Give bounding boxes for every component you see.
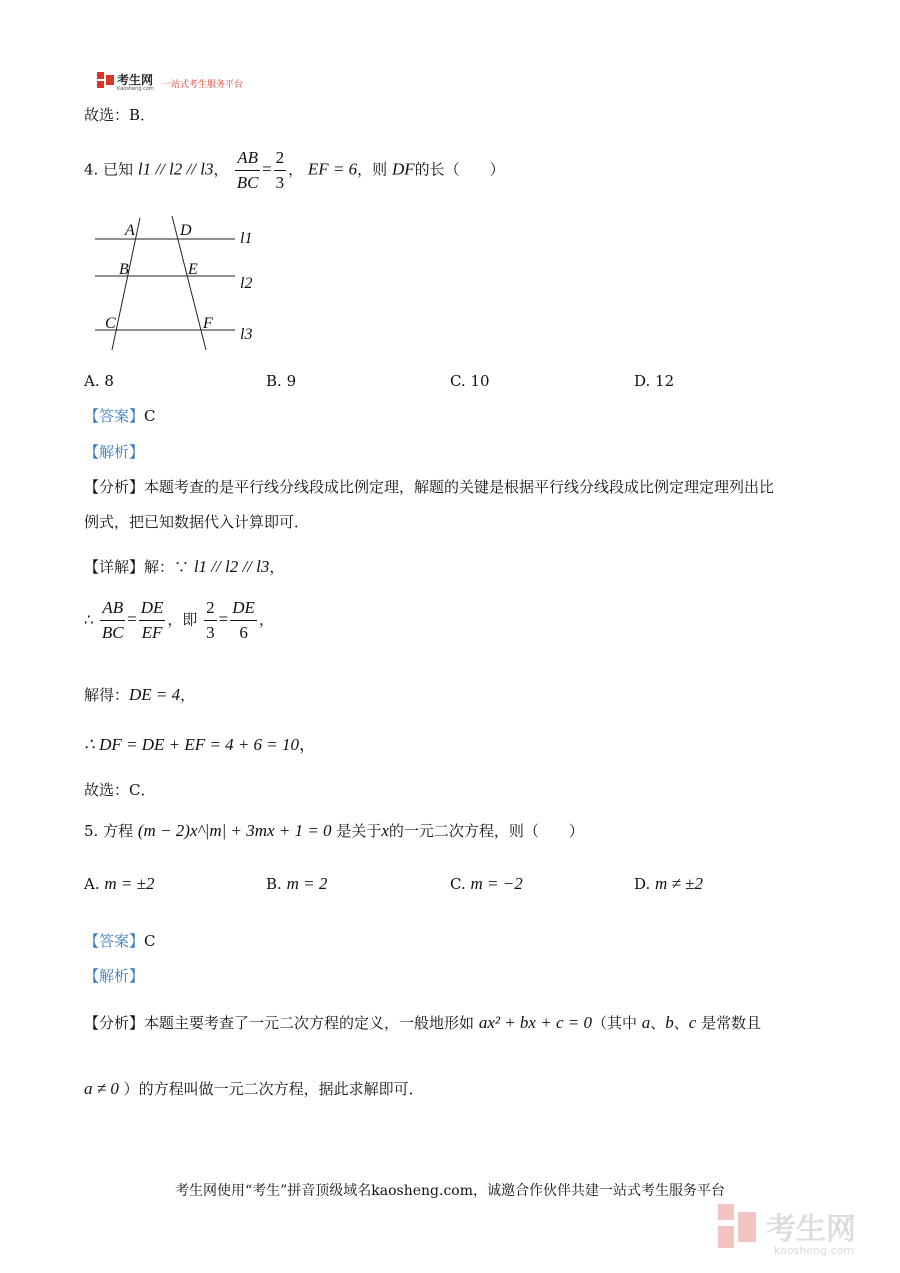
q4-option-a: A. 8 [84, 372, 114, 390]
line-l3-label: l3 [240, 326, 253, 343]
point-c-label: C [105, 315, 116, 332]
q5-equation: (m − 2)x^|m| + 3mx + 1 = 0 [137, 821, 332, 840]
point-b-label: B [119, 261, 129, 278]
q5-option-c: C. m = −2 [450, 874, 523, 893]
q5-fenxi-line2: a ≠ 0 ）的方程叫做一元二次方程，据此求解即可． [84, 1079, 424, 1098]
point-d-label: D [180, 222, 192, 239]
watermark-text: 考生网 [766, 1212, 856, 1247]
line-l2-label: l2 [240, 275, 253, 292]
q4-conclusion: 故选：C． [84, 781, 156, 799]
q4-option-d: D. 12 [634, 372, 675, 390]
q4-stem: 4. 已知 l1 // l2 // l3， $\frac{AB}{BC}$ = $\frac{2}{3}$ ， EF = 6，则 DF的长（ ） [84, 148, 505, 192]
q5-option-a: A. m = ±2 [84, 874, 155, 893]
q4-option-c: C. 10 [450, 372, 490, 390]
point-e-label: E [188, 261, 198, 278]
point-f-label: F [203, 315, 213, 332]
q4-analysis-heading: 【解析】 [84, 443, 145, 461]
q5-stem: 5. 方程 (m − 2)x^|m| + 3mx + 1 = 0 是关于x的一元二次方程，则（ ） [84, 821, 584, 840]
kaosheng-logo-icon [97, 72, 115, 88]
watermark-logo-icon [718, 1204, 760, 1252]
q4-solve-line: 解得：DE = 4， [84, 685, 196, 704]
q4-parallel-condition: l1 // l2 // l3 [137, 159, 214, 179]
q4-parallel-lines-figure [90, 212, 260, 354]
logo-name: 考生网 [117, 73, 154, 87]
q4-final-calc: ∴ DF = DE + EF = 4 + 6 = 10， [84, 735, 317, 754]
q5-general-form: ax² + bx + c = 0 [478, 1013, 592, 1032]
q4-option-b: B. 9 [266, 372, 297, 390]
q4-ratio-left: $\frac{AB}{BC}$ [236, 148, 259, 192]
q5-answer: 【答案】C [84, 932, 156, 950]
q4-fenxi-line1: 【分析】本题考查的是平行线分线段成比例定理，解题的关键是根据平行线分线段成比例定理定理列出比 [84, 478, 775, 496]
q5-a-nonzero: a ≠ 0 [84, 1079, 119, 1098]
q4-proportion-step: ∴ $\frac{AB}{BC}$ = $\frac{DE}{EF}$ ，即 $\frac{2}{3}$ = $\frac{DE}{6}$ ， [84, 598, 274, 642]
q4-answer: 【答案】C [84, 407, 156, 425]
line-l1-label: l1 [240, 230, 253, 247]
q5-option-b: B. m = 2 [266, 874, 328, 893]
q5-fenxi-line1: 【分析】本题主要考查了一元二次方程的定义，一般地形如 ax² + bx + c = 0（其中 a、b、c 是常数且 [84, 1013, 762, 1032]
q4-known: 已知 [103, 160, 134, 179]
q4-df-var: DF [391, 159, 415, 179]
page-footer: 考生网使用“考生”拼音顶级域名kaosheng.com，诚邀合作伙伴共建一站式考生服务平台 [174, 1183, 726, 1199]
point-a-label: A [125, 222, 135, 239]
logo-url: Kaosheng.com [117, 86, 154, 92]
q4-ask: 的长（ ） [414, 160, 505, 179]
watermark-url: kaosheng.com [774, 1244, 855, 1257]
q4-number: 4. [84, 160, 99, 179]
logo-slogan: 一站式考生服务平台 [162, 80, 244, 90]
q5-analysis-heading: 【解析】 [84, 967, 145, 985]
q5-option-d: D. m ≠ ±2 [634, 874, 703, 893]
q4-fenxi-line2: 例式，把已知数据代入计算即可． [84, 513, 310, 531]
q4-ratio-right: $\frac{2}{3}$ [275, 148, 285, 192]
q4-ef-condition: EF = 6 [307, 159, 358, 179]
q4-detail-line: 【详解】解：∵ l1 // l2 // l3， [84, 557, 285, 576]
q3-conclusion: 故选：B． [84, 106, 156, 124]
